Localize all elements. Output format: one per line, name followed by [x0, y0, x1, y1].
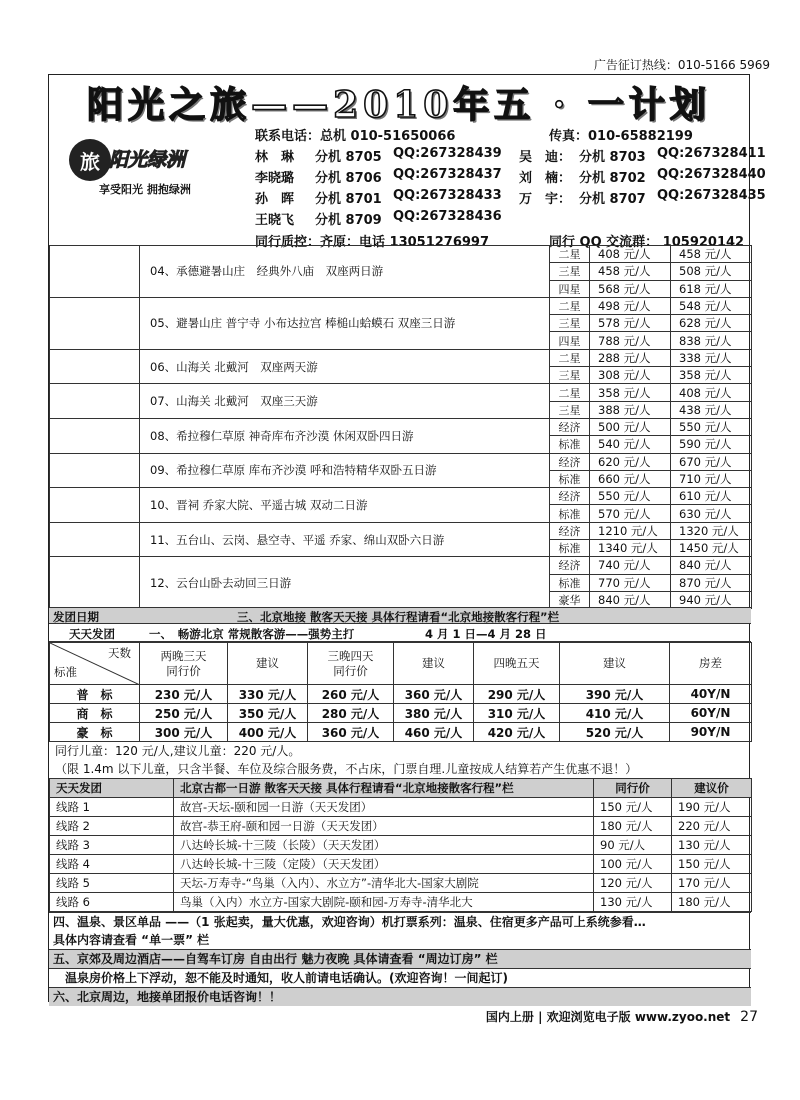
standard-level: 商 标 — [50, 704, 140, 723]
suggested-price: 838 元/人 — [671, 332, 752, 349]
standard-price: 400 元/人 — [228, 723, 308, 742]
date-label: 发团日期 — [53, 610, 99, 624]
header-cell: 北京古都一日游 散客天天接 具体行程请看“北京地接散客行程”栏 — [174, 779, 594, 798]
tour-blank-cell — [50, 453, 140, 488]
tour-level: 经济 — [550, 418, 590, 435]
standard-price: 310 元/人 — [474, 704, 560, 723]
logo-name: 阳光绿洲 — [109, 149, 186, 171]
tour-price-row — [50, 418, 752, 435]
suggested-price: 170 元/人 — [672, 874, 752, 893]
peer-price: 620 元/人 — [590, 453, 671, 470]
tour-price-row — [50, 453, 752, 470]
tour-level: 二星 — [550, 349, 590, 366]
suggested-price: 840 元/人 — [671, 557, 752, 574]
page-title: 阳光之旅——2010年五 · 一计划 — [87, 84, 711, 126]
tour-level: 标准 — [550, 540, 590, 557]
peer-price: 500 元/人 — [590, 418, 671, 435]
beijing-standard-table — [49, 642, 752, 742]
date-range: 4 月 1 日—4 月 28 日 — [425, 627, 547, 641]
logo-slogan: 享受阳光 拥抱绿洲 — [99, 183, 191, 196]
day-tour-header — [50, 779, 752, 798]
section-5-note — [49, 968, 751, 987]
beijing-tour-row — [49, 624, 751, 642]
tour-level: 三星 — [550, 315, 590, 332]
staff-qq: QQ:267328411 — [657, 146, 766, 161]
staff-name: 万 宇： — [519, 192, 572, 207]
section-4-line-1: 四、温泉、景区单品 ——（1 张起卖，量大优惠，欢迎咨询）机打票系列：温泉、住宿更多产品可上系统参看… — [53, 915, 646, 929]
standard-price: 290 元/人 — [474, 685, 560, 704]
staff-name: 刘 楠： — [519, 171, 572, 186]
staff-ext: 分机 8706 — [315, 171, 382, 186]
peer-price: 288 元/人 — [590, 349, 671, 366]
tour-name: 11、五台山、云岗、悬空寺、平遥 乔家、绵山双卧六日游 — [140, 522, 550, 557]
tour-name: 12、云台山卧去动回三日游 — [140, 557, 550, 609]
suggested-price: 710 元/人 — [671, 470, 752, 487]
section-4-line-2: 具体内容请查看 “单一票” 栏 — [53, 933, 210, 947]
standard-price: 60Y/N — [670, 704, 752, 723]
tour-level: 经济 — [550, 557, 590, 574]
standard-price: 280 元/人 — [308, 704, 394, 723]
route-desc: 八达岭长城-十三陵（长陵）（天天发团） — [174, 836, 594, 855]
peer-price: 660 元/人 — [590, 470, 671, 487]
standard-row — [50, 723, 752, 742]
standard-price: 360 元/人 — [308, 723, 394, 742]
peer-price: 120 元/人 — [594, 874, 672, 893]
tour-level: 经济 — [550, 488, 590, 505]
route-desc: 天坛-万寿寺-“鸟巢（入内）、水立方”-清华北大-国家大剧院 — [174, 874, 594, 893]
day-tour-table — [49, 778, 752, 912]
tour-level: 二星 — [550, 246, 590, 263]
peer-price: 540 元/人 — [590, 436, 671, 453]
staff-ext: 分机 8703 — [579, 150, 646, 165]
staff-qq: QQ:267328437 — [393, 167, 502, 182]
standard-price: 260 元/人 — [308, 685, 394, 704]
staff-ext: 分机 8705 — [315, 150, 382, 165]
tour-name: 07、山海关 北戴河 双座三天游 — [140, 384, 550, 419]
peer-price: 578 元/人 — [590, 315, 671, 332]
header-cell: 房差 — [670, 643, 752, 685]
peer-price: 90 元/人 — [594, 836, 672, 855]
ad-hotline: 广告征订热线：010-5166 5969 — [593, 58, 770, 72]
page-number: 27 — [740, 1009, 758, 1025]
staff-ext: 分机 8709 — [315, 213, 382, 228]
tour-level: 三星 — [550, 263, 590, 280]
standard-level: 普 标 — [50, 685, 140, 704]
peer-price: 840 元/人 — [590, 591, 671, 608]
header-cell: 建议 — [228, 643, 308, 685]
header-cell: 天天发团 — [50, 779, 174, 798]
staff-name: 王晓飞 — [255, 213, 295, 228]
peer-price: 458 元/人 — [590, 263, 671, 280]
tour-blank-cell — [50, 488, 140, 523]
suggested-price: 338 元/人 — [671, 349, 752, 366]
fax: 传真：010-65882199 — [549, 129, 693, 144]
header-cell: 建议 — [560, 643, 670, 685]
beijing-section-title: 三、北京地接 散客天天接 具体行程请看“北京地接散客行程”栏 — [237, 610, 560, 624]
route-id: 线路 4 — [50, 855, 174, 874]
section-6 — [49, 987, 751, 1006]
standard-level: 豪 标 — [50, 723, 140, 742]
staff-ext: 分机 8702 — [579, 171, 646, 186]
tour-price-row — [50, 522, 752, 539]
suggested-price: 438 元/人 — [671, 401, 752, 418]
suggested-price: 190 元/人 — [672, 798, 752, 817]
tour-level: 四星 — [550, 280, 590, 297]
route-id: 线路 2 — [50, 817, 174, 836]
peer-price: 770 元/人 — [590, 574, 671, 591]
peer-price: 180 元/人 — [594, 817, 672, 836]
peer-price: 308 元/人 — [590, 367, 671, 384]
peer-price: 788 元/人 — [590, 332, 671, 349]
tour-level: 标准 — [550, 436, 590, 453]
standard-price: 230 元/人 — [140, 685, 228, 704]
header-cell: 同行价 — [594, 779, 672, 798]
header-cell: 两晚三天 同行价 — [140, 643, 228, 685]
route-id: 线路 5 — [50, 874, 174, 893]
tour-blank-cell — [50, 557, 140, 609]
tour-name: 04、承德避暑山庄 经典外八庙 双座两日游 — [140, 246, 550, 298]
header-cell: 建议价 — [672, 779, 752, 798]
peer-price: 498 元/人 — [590, 297, 671, 314]
standard-row — [50, 704, 752, 723]
table-corner: 天数 标准 — [50, 643, 140, 685]
tour-name: 05、避暑山庄 普宁寺 小布达拉宫 棒槌山蛤蟆石 双座三日游 — [140, 297, 550, 349]
qq-group: 同行 QQ 交流群： 105920142 — [549, 235, 745, 250]
suggested-price: 590 元/人 — [671, 436, 752, 453]
staff-ext: 分机 8701 — [315, 192, 382, 207]
standard-price: 250 元/人 — [140, 704, 228, 723]
route-id: 线路 6 — [50, 893, 174, 912]
day-tour-row — [50, 874, 752, 893]
staff-name: 李晓璐 — [255, 171, 295, 186]
tour-price-row — [50, 384, 752, 401]
pagoda-icon: 旅 — [69, 139, 111, 181]
peer-price: 388 元/人 — [590, 401, 671, 418]
daily-label: 天天发团 — [69, 627, 115, 641]
standard-price: 90Y/N — [670, 723, 752, 742]
tour-price-row — [50, 246, 752, 263]
tour-level: 二星 — [550, 384, 590, 401]
standard-price: 300 元/人 — [140, 723, 228, 742]
tour-level: 经济 — [550, 453, 590, 470]
day-tour-row — [50, 836, 752, 855]
peer-price: 100 元/人 — [594, 855, 672, 874]
standard-price: 380 元/人 — [394, 704, 474, 723]
suggested-price: 458 元/人 — [671, 246, 752, 263]
peer-price: 358 元/人 — [590, 384, 671, 401]
tour-level: 标准 — [550, 505, 590, 522]
standard-price: 350 元/人 — [228, 704, 308, 723]
tour-price-row — [50, 297, 752, 314]
tour-name: 08、希拉穆仁草原 神奇库布齐沙漠 休闲双卧四日游 — [140, 418, 550, 453]
tour-level: 二星 — [550, 297, 590, 314]
suggested-price: 548 元/人 — [671, 297, 752, 314]
suggested-price: 130 元/人 — [672, 836, 752, 855]
standard-price: 360 元/人 — [394, 685, 474, 704]
suggested-price: 1320 元/人 — [671, 522, 752, 539]
peer-price: 570 元/人 — [590, 505, 671, 522]
suggested-price: 870 元/人 — [671, 574, 752, 591]
staff-qq: QQ:267328433 — [393, 188, 502, 203]
tour-blank-cell — [50, 384, 140, 419]
tour-price-row — [50, 488, 752, 505]
staff-qq: QQ:267328439 — [393, 146, 502, 161]
peer-price: 1340 元/人 — [590, 540, 671, 557]
section-5-line-2: 温泉房价格上下浮动，恕不能及时通知，收人前请电话确认。(欢迎咨询！一间起订) — [65, 971, 508, 985]
logo — [63, 139, 223, 209]
beijing-section — [49, 607, 751, 1006]
tour-level: 三星 — [550, 367, 590, 384]
child-price-note: 同行儿童：120 元/人,建议儿童：220 元/人。 — [55, 744, 301, 758]
peer-price: 130 元/人 — [594, 893, 672, 912]
staff-qq: QQ:267328435 — [657, 188, 766, 203]
standard-price: 520 元/人 — [560, 723, 670, 742]
suggested-price: 408 元/人 — [671, 384, 752, 401]
tour-price-row — [50, 349, 752, 366]
tour-level: 标准 — [550, 574, 590, 591]
beijing-section-bar — [49, 607, 751, 624]
day-tour-row — [50, 893, 752, 912]
peer-price: 408 元/人 — [590, 246, 671, 263]
tour-blank-cell — [50, 349, 140, 384]
standard-table-header — [50, 643, 752, 685]
tour-name: 06、山海关 北戴河 双座两天游 — [140, 349, 550, 384]
tour-level: 标准 — [550, 470, 590, 487]
standard-price: 330 元/人 — [228, 685, 308, 704]
staff-ext: 分机 8707 — [579, 192, 646, 207]
suggested-price: 610 元/人 — [671, 488, 752, 505]
suggested-price: 180 元/人 — [672, 893, 752, 912]
standard-price: 40Y/N — [670, 685, 752, 704]
suggested-price: 670 元/人 — [671, 453, 752, 470]
route-desc: 故宫-天坛-颐和园一日游（天天发团） — [174, 798, 594, 817]
section-5 — [49, 949, 751, 968]
standard-price: 420 元/人 — [474, 723, 560, 742]
section-5-line-1: 五、京郊及周边酒店——自驾车订房 自由出行 魅力夜晚 具体请查看 “周边订房” 栏 — [53, 952, 498, 966]
staff-qq: QQ:267328440 — [657, 167, 766, 182]
footer — [486, 1008, 758, 1025]
day-tour-row — [50, 798, 752, 817]
section-4 — [49, 912, 751, 949]
staff-name: 孙 晖 — [255, 192, 295, 207]
tour-price-row — [50, 557, 752, 574]
quality-control: 同行质控：齐原：电话 13051276997 — [255, 235, 490, 250]
route-desc: 故宫-恭王府-颐和园一日游（天天发团） — [174, 817, 594, 836]
header-cell: 建议 — [394, 643, 474, 685]
tour-name: 10、晋祠 乔家大院、平遥古城 双动二日游 — [140, 488, 550, 523]
standard-price: 410 元/人 — [560, 704, 670, 723]
suggested-price: 940 元/人 — [671, 591, 752, 608]
peer-price: 550 元/人 — [590, 488, 671, 505]
route-id: 线路 1 — [50, 798, 174, 817]
tour-price-table — [49, 245, 752, 609]
peer-price: 568 元/人 — [590, 280, 671, 297]
header-cell: 三晚四天 同行价 — [308, 643, 394, 685]
staff-name: 吴 迪： — [519, 150, 572, 165]
suggested-price: 630 元/人 — [671, 505, 752, 522]
page-frame — [48, 74, 766, 1004]
standard-price: 390 元/人 — [560, 685, 670, 704]
tour-blank-cell — [50, 522, 140, 557]
suggested-price: 150 元/人 — [672, 855, 752, 874]
standard-row — [50, 685, 752, 704]
standard-price: 460 元/人 — [394, 723, 474, 742]
tour-blank-cell — [50, 297, 140, 349]
tour-level: 四星 — [550, 332, 590, 349]
day-tour-row — [50, 817, 752, 836]
staff-qq: QQ:267328436 — [393, 209, 502, 224]
section-6-line: 六、北京周边，地接单团报价电话咨询！！ — [53, 990, 282, 1004]
suggested-price: 1450 元/人 — [671, 540, 752, 557]
tour-blank-cell — [50, 418, 140, 453]
footer-text: 国内上册 | 欢迎浏览电子版 www.zyoo.net — [485, 1010, 731, 1024]
suggested-price: 550 元/人 — [671, 418, 752, 435]
suggested-price: 358 元/人 — [671, 367, 752, 384]
tour-level: 豪华 — [550, 591, 590, 608]
tour-name: 09、希拉穆仁草原 库布齐沙漠 呼和浩特精华双卧五日游 — [140, 453, 550, 488]
tour-blank-cell — [50, 246, 140, 298]
peer-price: 740 元/人 — [590, 557, 671, 574]
day-tour-row — [50, 855, 752, 874]
peer-price: 150 元/人 — [594, 798, 672, 817]
route-desc: 鸟巢（入内）水立方-国家大剧院-颐和园-万寿寺-清华北大 — [174, 893, 594, 912]
beijing-tour-title: 一、 畅游北京 常规散客游——强势主打 — [149, 627, 355, 641]
route-desc: 八达岭长城-十三陵（定陵）（天天发团） — [174, 855, 594, 874]
tour-level: 三星 — [550, 401, 590, 418]
suggested-price: 628 元/人 — [671, 315, 752, 332]
tour-level: 经济 — [550, 522, 590, 539]
header-cell: 四晚五天 — [474, 643, 560, 685]
child-rule-note: （限 1.4m 以下儿童，只含半餐、车位及综合服务费，不占床，门票自理.儿童按成人结算若产生优惠不退！） — [55, 762, 638, 776]
staff-name: 林 琳 — [255, 150, 295, 165]
main-phone: 联系电话：总机 010-51650066 — [255, 129, 456, 144]
suggested-price: 508 元/人 — [671, 263, 752, 280]
suggested-price: 220 元/人 — [672, 817, 752, 836]
suggested-price: 618 元/人 — [671, 280, 752, 297]
peer-price: 1210 元/人 — [590, 522, 671, 539]
route-id: 线路 3 — [50, 836, 174, 855]
